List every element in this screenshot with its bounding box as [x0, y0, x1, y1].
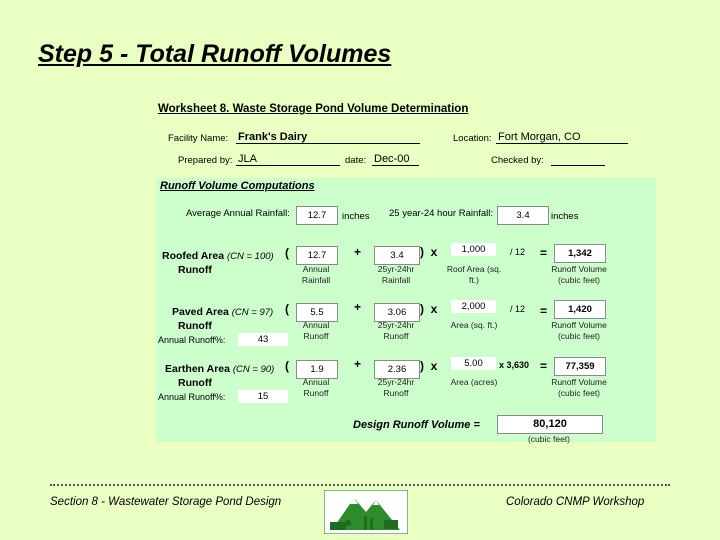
- row-earthen-cn: (CN = 90): [232, 364, 275, 375]
- paved-storm-sub: 25yr-24hr Runoff: [377, 320, 415, 341]
- earthen-annual-input[interactable]: 1.9: [296, 360, 338, 379]
- runoff-section-title: Runoff Volume Computations: [160, 180, 315, 192]
- checked-value: [551, 153, 605, 166]
- earthen-storm-sub: 25yr-24hr Runoff: [377, 377, 415, 398]
- row-roofed-cn: (CN = 100): [226, 251, 274, 262]
- earthen-pct-label: Annual Runoff%:: [158, 392, 226, 402]
- paved-area-input[interactable]: 2,000: [451, 300, 496, 313]
- design-runoff-sub: (cubic feet): [527, 434, 571, 444]
- design-runoff-label: Design Runoff Volume =: [353, 419, 480, 431]
- paved-divisor: / 12: [510, 304, 526, 314]
- date-label: date:: [345, 155, 367, 166]
- roofed-result: 1,342: [554, 244, 606, 263]
- location-value: Fort Morgan, CO: [496, 131, 628, 144]
- prepared-label: Prepared by:: [178, 155, 233, 166]
- prepared-value: JLA: [236, 153, 340, 166]
- paved-annual-sub: Annual Runoff: [302, 320, 330, 341]
- paved-storm-input[interactable]: 3.06: [374, 303, 420, 322]
- footer-right: Colorado CNMP Workshop: [506, 496, 645, 508]
- earthen-result-sub: Runoff Volume (cubic feet): [551, 377, 607, 398]
- slide-title: Step 5 - Total Runoff Volumes: [38, 40, 392, 68]
- plus-sign: +: [354, 245, 362, 259]
- open-paren: (: [285, 359, 289, 373]
- roofed-divisor: / 12: [510, 247, 526, 257]
- earthen-annual-sub: Annual Runoff: [302, 377, 330, 398]
- row-earthen-runoff-word: Runoff: [178, 377, 212, 389]
- design-runoff-value: 80,120: [497, 415, 603, 434]
- earthen-storm-input[interactable]: 2.36: [374, 360, 420, 379]
- footer-divider: [50, 484, 670, 486]
- paved-area-sub: Area (sq. ft.): [450, 320, 498, 330]
- checked-label: Checked by:: [491, 155, 544, 166]
- plus-sign: +: [354, 300, 362, 314]
- row-roofed-label: [162, 250, 274, 262]
- paved-annual-input[interactable]: 5.5: [296, 303, 338, 322]
- row-earthen-name: Earthen Area: [165, 363, 230, 375]
- row-paved-name: Paved Area: [172, 306, 229, 318]
- roofed-result-sub: Runoff Volume (cubic feet): [551, 264, 607, 285]
- paved-pct-value[interactable]: 43: [238, 333, 288, 346]
- facility-value: Frank's Dairy: [236, 131, 420, 144]
- avg-rainfall-input[interactable]: 12.7: [296, 206, 338, 225]
- roofed-storm-input[interactable]: 3.4: [374, 246, 420, 265]
- equals-sign: =: [540, 359, 548, 373]
- worksheet-title: Worksheet 8. Waste Storage Pond Volume Determination: [158, 103, 469, 115]
- equals-sign: =: [540, 304, 548, 318]
- roofed-annual-input[interactable]: 12.7: [296, 246, 338, 265]
- roofed-area-sub: Roof Area (sq. ft.): [446, 264, 502, 285]
- earthen-area-sub: Area (acres): [450, 377, 498, 387]
- paved-pct-label: Annual Runoff%:: [158, 335, 226, 345]
- row-paved-runoff-word: Runoff: [178, 320, 212, 332]
- avg-rainfall-units: inches: [342, 211, 370, 222]
- plus-sign: +: [354, 357, 362, 371]
- avg-rainfall-label: Average Annual Rainfall:: [186, 208, 290, 219]
- roofed-annual-sub: Annual Rainfall: [301, 264, 331, 285]
- equals-sign: =: [540, 246, 548, 260]
- earthen-result: 77,359: [554, 357, 606, 376]
- open-paren: (: [285, 302, 289, 316]
- earthen-area-input[interactable]: 5.00: [451, 357, 496, 370]
- date-value: Dec-00: [372, 153, 419, 166]
- paved-result: 1,420: [554, 300, 606, 319]
- roofed-area-input[interactable]: 1,000: [451, 243, 496, 256]
- location-label: Location:: [453, 133, 492, 144]
- storm-rainfall-input[interactable]: 3.4: [497, 206, 549, 225]
- row-paved-cn: (CN = 97): [231, 307, 274, 318]
- row-paved-label: [172, 306, 273, 318]
- facility-label: Facility Name:: [168, 133, 229, 144]
- row-earthen-label: [165, 363, 274, 375]
- open-paren: (: [285, 246, 289, 260]
- close-paren-times: ) x: [420, 245, 438, 259]
- close-paren-times: ) x: [420, 359, 438, 373]
- earthen-pct-value[interactable]: 15: [238, 390, 288, 403]
- storm-rainfall-units: inches: [551, 211, 579, 222]
- roofed-storm-sub: 25yr-24hr Rainfall: [377, 264, 415, 285]
- row-roofed-name: Roofed Area: [162, 250, 225, 262]
- row-roofed-runoff-word: Runoff: [178, 264, 212, 276]
- earthen-multiplier: x 3,630: [499, 360, 530, 370]
- cnmp-logo-icon: [324, 490, 408, 534]
- paved-result-sub: Runoff Volume (cubic feet): [551, 320, 607, 341]
- footer-left: Section 8 - Wastewater Storage Pond Design: [50, 496, 282, 508]
- storm-rainfall-label: 25 year-24 hour Rainfall:: [389, 208, 494, 219]
- close-paren-times: ) x: [420, 302, 438, 316]
